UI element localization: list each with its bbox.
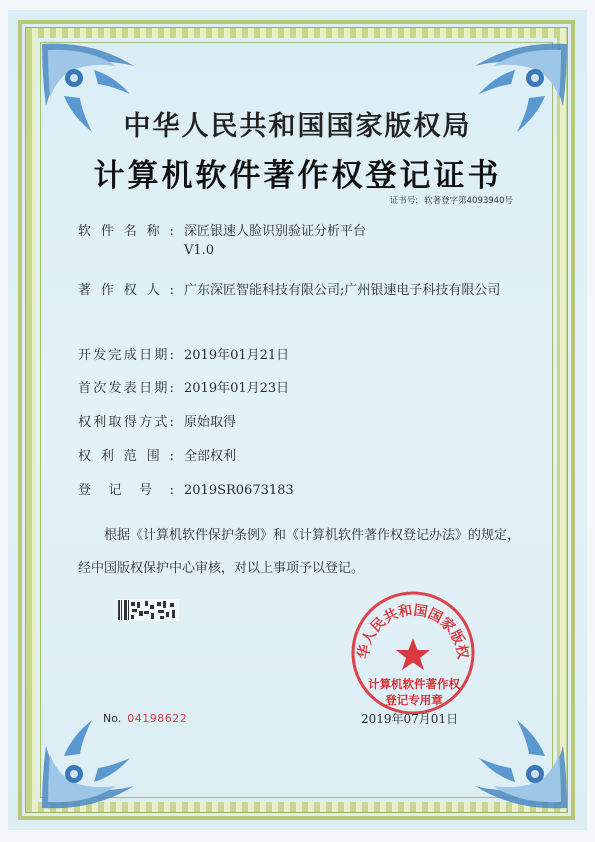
certification-statement: 根据《计算机软件保护条例》和《计算机软件著作权登记办法》的规定，经中国版权保护中心审核，对以上事项予以登记。 [78, 528, 521, 576]
certificate-number [384, 194, 513, 206]
serial-number [103, 712, 187, 725]
barcode-image [117, 599, 179, 621]
field-value: 广东深匠智能科技有限公司;广州银速电子科技有限公司 [184, 283, 501, 298]
field-label: 首次发表日期: [78, 381, 174, 396]
field-publication-date [78, 379, 544, 398]
field-label: 开发完成日期: [78, 348, 174, 363]
issuer-title: 中华人民共和国国家版权局 [123, 111, 472, 142]
field-development-date [78, 346, 544, 365]
field-label: 权利范围: [78, 449, 174, 464]
corner-ornament-bottom-right [465, 706, 575, 816]
field-value: 原始取得 [184, 415, 237, 430]
field-value: 深匠银速人脸识别验证分析平台 V1.0 [184, 224, 367, 258]
field-label: 著作权人: [78, 283, 174, 298]
field-value: 2019SR0673183 [184, 483, 294, 498]
certificate-number-value: 软著登字第4093940号 [424, 196, 513, 206]
field-copyright-owner [78, 281, 524, 300]
field-registration-number [78, 481, 544, 500]
certificate-title: 计算机软件著作权登记证书 [93, 158, 502, 194]
field-value: 2019年01月21日 [184, 348, 290, 363]
issue-date: 2019年07月01日 [361, 712, 459, 726]
seal-text-line1: 计算机软件著作权 [368, 677, 460, 691]
seal-text-line2: 登记专用章 [385, 693, 443, 707]
certificate-number-label: 证书号: [389, 196, 419, 206]
field-rights-scope [78, 447, 544, 466]
field-value: 全部权利 [184, 449, 237, 464]
field-label: 权利取得方式: [78, 415, 174, 430]
field-software-name [78, 222, 394, 260]
serial-value: 04198622 [127, 712, 188, 725]
serial-label: No. [103, 712, 122, 725]
field-acquisition-method [78, 413, 544, 432]
field-value: 2019年01月23日 [184, 381, 290, 396]
field-label: 登记号: [78, 483, 174, 498]
svg-text:中华人民共和国国家版权局: 华人民共和国国家版权 [355, 602, 471, 661]
field-label: 软件名称: [78, 224, 174, 239]
